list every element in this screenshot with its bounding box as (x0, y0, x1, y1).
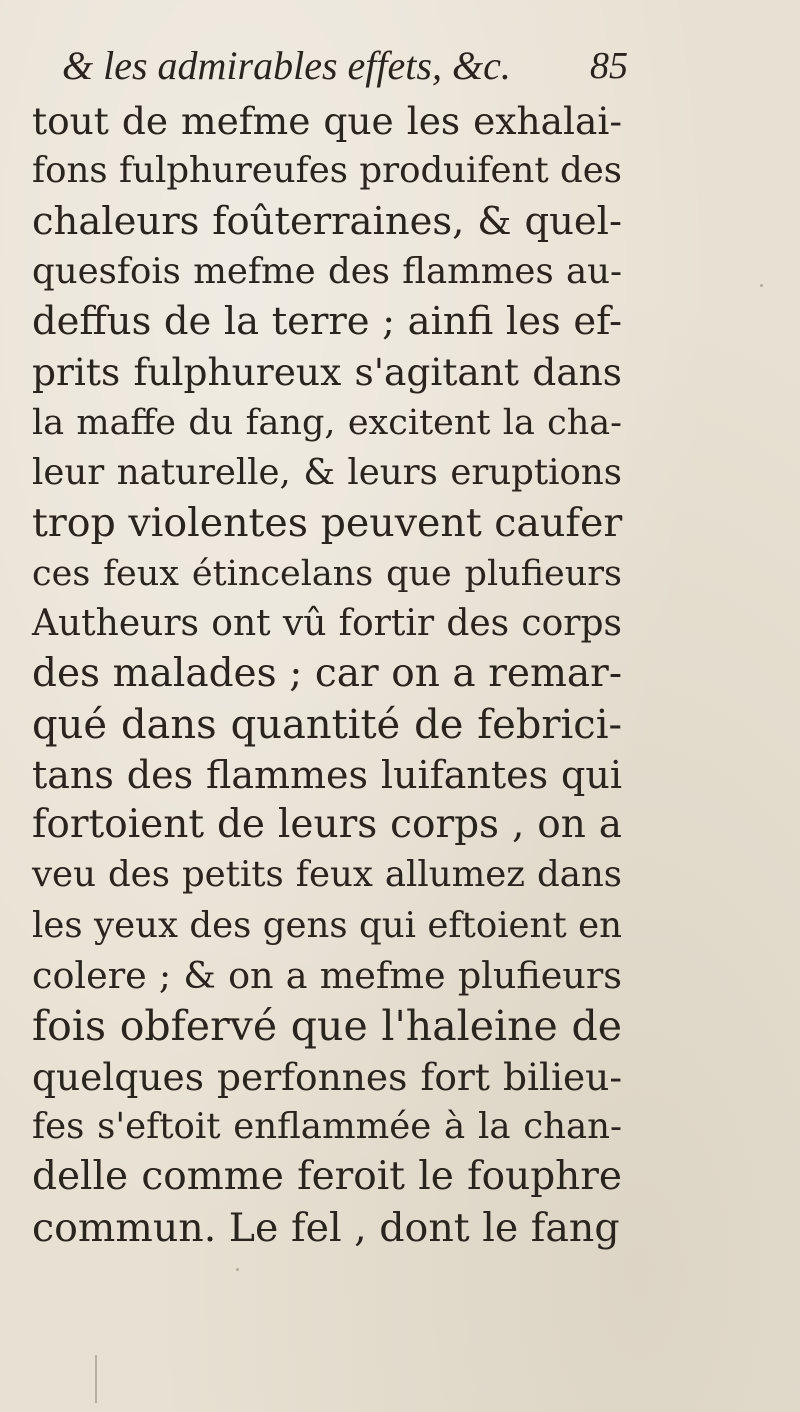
text-line: fons fulphureufes produifent des (32, 150, 622, 192)
text-line: commun. Le fel , dont le fang (32, 1204, 620, 1251)
text-line: deffus de la terre ; ainfi les ef- (32, 299, 622, 345)
text-line: chaleurs foûterraines, & quel- (32, 198, 622, 244)
running-head: & les admirables effets, &c. (62, 43, 511, 88)
text-line: fois obfervé que l'haleine de (32, 1002, 622, 1051)
text-line: quelques perfonnes fort bilieu- (32, 1054, 622, 1099)
text-line: ces feux étincelans que plufieurs (32, 553, 622, 594)
text-line: fes s'eftoit enflammée à la chan- (32, 1105, 622, 1147)
page-number: 85 (590, 45, 628, 87)
body-text (32, 96, 622, 1253)
paper-speck (760, 284, 763, 287)
paper-mark (95, 1355, 97, 1403)
text-line: tans des flammes luifantes qui (32, 752, 622, 797)
text-line: colere ; & on a mefme plufieurs (32, 954, 622, 998)
text-line: la maffe du fang, excitent la cha- (32, 402, 622, 443)
text-line: leur naturelle, & leurs eruptions (32, 452, 622, 494)
paper-speck (236, 1268, 239, 1271)
text-line: delle comme feroit le fouphre (32, 1154, 622, 1200)
text-line: prits fulphureux s'agitant dans (32, 350, 622, 395)
text-line: des malades ; car on a remar- (32, 651, 622, 697)
text-line: fortoient de leurs corps , on a (32, 802, 622, 848)
text-line: tout de mefme que les exhalai- (32, 99, 622, 143)
text-line: quesfois mefme des flammes au- (32, 250, 622, 292)
text-line: trop violentes peuvent caufer (32, 500, 623, 547)
text-line: veu des petits feux allumez dans (32, 854, 622, 896)
text-line: qué dans quantité de febrici- (32, 701, 622, 748)
text-line: Autheurs ont vû fortir des corps (32, 602, 622, 644)
text-line: les yeux des gens qui eftoient en (32, 904, 622, 946)
